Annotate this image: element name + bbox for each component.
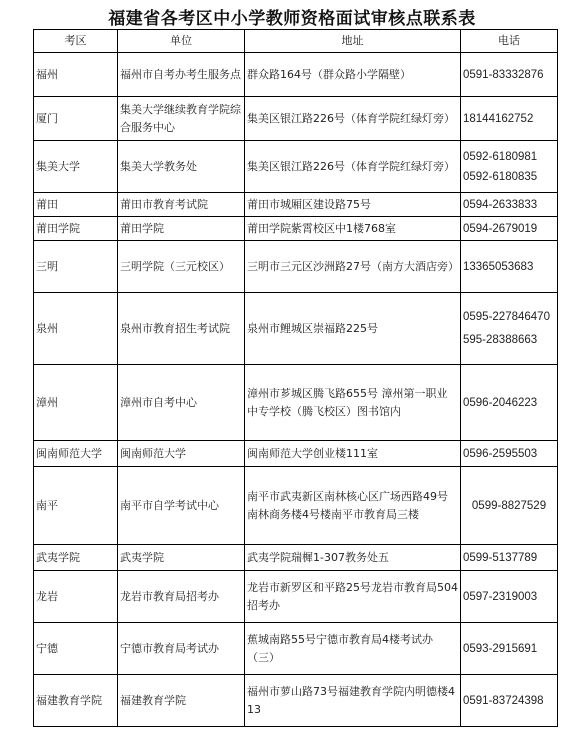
table-row (34, 441, 558, 467)
unit-cell: 集美大学教务处 (118, 141, 245, 193)
phone-cell (461, 97, 558, 141)
address-cell: 群众路164号（群众路小学隔壁） (245, 53, 461, 97)
table-row (34, 241, 558, 293)
area-cell: 厦门 (34, 97, 118, 141)
area-cell: 泉州 (34, 293, 118, 365)
unit-cell: 龙岩市教育局招考办 (118, 571, 245, 623)
address-cell: 龙岩市新罗区和平路25号龙岩市教育局504招考办 (245, 571, 461, 623)
address-cell: 福州市萝山路73号福建教育学院内明德楼413 (245, 675, 461, 727)
address-cell: 闽南师范大学创业楼111室 (245, 441, 461, 467)
header-phone: 电话 (461, 30, 558, 53)
phone-number: 13365053683 (463, 260, 534, 273)
table-row (34, 53, 558, 97)
area-cell: 闽南师范大学 (34, 441, 118, 467)
address-cell: 漳州市芗城区腾飞路655号 漳州第一职业中专学校（腾飞校区）图书馆内 (245, 365, 461, 441)
address-cell: 集美区银江路226号（体育学院红绿灯旁） (245, 97, 461, 141)
unit-cell: 三明学院（三元校区） (118, 241, 245, 293)
unit-cell: 宁德市教育局考试办 (118, 623, 245, 675)
table-row (34, 193, 558, 217)
phone-number: 0591-83332876 (463, 68, 544, 81)
area-cell: 武夷学院 (34, 545, 118, 571)
table-row (34, 97, 558, 141)
phone-cell (461, 571, 558, 623)
table-row (34, 365, 558, 441)
phone-number: 0599-5137789 (463, 551, 538, 564)
phone-number: 0599-8827529 (471, 499, 547, 512)
phone-number: 0591-83724398 (463, 694, 544, 707)
area-cell: 福建教育学院 (34, 675, 118, 727)
header-unit: 单位 (118, 30, 245, 53)
area-cell: 集美大学 (34, 141, 118, 193)
header-row (34, 30, 558, 53)
phone-cell (461, 467, 558, 545)
unit-cell: 集美大学继续教育学院综合服务中心 (118, 97, 245, 141)
phone-cell (461, 623, 558, 675)
table-row (34, 623, 558, 675)
address-cell: 集美区银江路226号（体育学院红绿灯旁） (245, 141, 461, 193)
phone-number: 0596-2046223 (463, 396, 538, 409)
area-cell: 南平 (34, 467, 118, 545)
unit-cell: 福州市自考办考生服务点 (118, 53, 245, 97)
table-row (34, 571, 558, 623)
phone-number: 18144162752 (463, 112, 534, 125)
unit-cell: 南平市自学考试中心 (118, 467, 245, 545)
phone-cell (461, 141, 558, 193)
unit-cell: 福建教育学院 (118, 675, 245, 727)
table-row (34, 217, 558, 241)
header-address: 地址 (245, 30, 461, 53)
unit-cell: 闽南师范大学 (118, 441, 245, 467)
phone-cell (461, 193, 558, 217)
phone-cell (461, 53, 558, 97)
header-area: 考区 (34, 30, 118, 53)
phone-number: 0596-2595503 (463, 447, 538, 460)
table-row (34, 545, 558, 571)
area-cell: 莆田学院 (34, 217, 118, 241)
area-cell: 漳州 (34, 365, 118, 441)
phone-cell (461, 241, 558, 293)
table-row (34, 293, 558, 365)
phone-number: 0592-6180981 (463, 150, 538, 163)
unit-cell: 武夷学院 (118, 545, 245, 571)
area-cell: 莆田 (34, 193, 118, 217)
address-cell: 蕉城南路55号宁德市教育局4楼考试办（三） (245, 623, 461, 675)
address-cell: 泉州市鲤城区崇福路225号 (245, 293, 461, 365)
address-cell: 三明市三元区沙洲路27号（南方大酒店旁） (245, 241, 461, 293)
phone-cell (461, 217, 558, 241)
area-cell: 宁德 (34, 623, 118, 675)
page-title: 福建省各考区中小学教师资格面试审核点联系表 (108, 9, 476, 29)
phone-number: 0593-2915691 (463, 642, 538, 655)
phone-number: 0592-6180835 (463, 170, 538, 183)
area-cell: 福州 (34, 53, 118, 97)
unit-cell: 莆田学院 (118, 217, 245, 241)
address-cell: 武夷学院瑞樨1-307教务处五 (245, 545, 461, 571)
area-cell: 三明 (34, 241, 118, 293)
phone-cell (461, 545, 558, 571)
table-row (34, 675, 558, 727)
unit-cell: 漳州市自考中心 (118, 365, 245, 441)
address-cell: 莆田市城厢区建设路75号 (245, 193, 461, 217)
phone-cell (461, 675, 558, 727)
address-cell: 南平市武夷新区南林核心区广场西路49号南林商务楼4号楼南平市教育局三楼 (245, 467, 461, 545)
table-row (34, 467, 558, 545)
phone-number: 0594-2633833 (463, 198, 538, 211)
phone-number: 0597-2319003 (463, 590, 538, 603)
phone-number: 0594-2679019 (463, 222, 538, 235)
table-row (34, 141, 558, 193)
contact-table (33, 29, 558, 727)
phone-number: 0595-227846470595-28388663 (463, 310, 550, 346)
unit-cell: 莆田市教育考试院 (118, 193, 245, 217)
unit-cell: 泉州市教育招生考试院 (118, 293, 245, 365)
phone-cell (461, 441, 558, 467)
area-cell: 龙岩 (34, 571, 118, 623)
phone-cell (461, 293, 558, 365)
phone-cell (461, 365, 558, 441)
address-cell: 莆田学院紫霄校区中1楼768室 (245, 217, 461, 241)
